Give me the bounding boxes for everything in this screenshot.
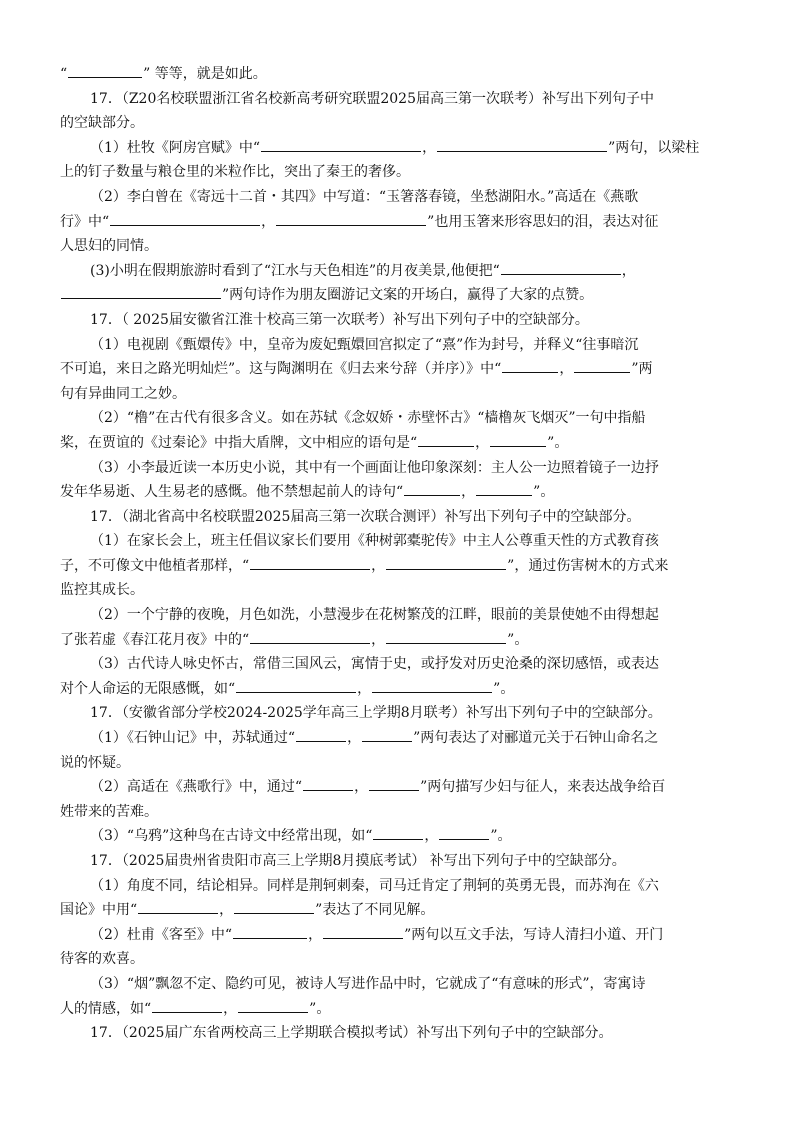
question-heading: 17．（2025届贵州省贵阳市高三上学期8月摸底考试） 补写出下列句子中的空缺部分。 bbox=[90, 853, 626, 869]
sub-question: （2）杜甫《客至》中“ ， ”两句以互文手法，写诗人清扫小道、开门 bbox=[60, 923, 736, 948]
text-line: 了张若虚《春江花月夜》中的“ ， ”。 bbox=[60, 628, 736, 653]
sub-question: （3）古代诗人咏史怀古，常借三国风云，寓情于史，或抒发对历史沧桑的深切感悟，或表达 bbox=[90, 656, 659, 673]
answer-blank[interactable] bbox=[502, 358, 558, 373]
sub-question: （2）一个宁静的夜晚，月色如洗，小慧漫步在花树繁茂的江畔，眼前的美景使她不由得想起 bbox=[90, 607, 659, 624]
text-line: ”两句诗作为朋友圈游记文案的开场白，赢得了大家的点赞。 bbox=[60, 283, 736, 308]
text-line: 句有异曲同工之妙。 bbox=[60, 385, 186, 402]
answer-blank[interactable] bbox=[369, 776, 419, 791]
sub-question: （2）“橹”在古代有很多含义。如在苏轼《念奴娇・赤壁怀古》“樯橹灰飞烟灭”一句中指船 bbox=[90, 410, 646, 427]
document-body bbox=[60, 62, 736, 1046]
text-line: 行》中“ ， ”也用玉箸来形容思妇的泪，表达对征 bbox=[60, 210, 736, 235]
text-line: 的空缺部分。 bbox=[60, 115, 144, 132]
answer-blank[interactable] bbox=[110, 211, 260, 226]
answer-blank[interactable] bbox=[68, 63, 142, 78]
answer-blank[interactable] bbox=[303, 776, 353, 791]
answer-blank[interactable] bbox=[276, 211, 426, 226]
answer-blank[interactable] bbox=[386, 555, 506, 570]
answer-blank[interactable] bbox=[238, 998, 308, 1013]
sub-question: （3）“乌鸦”这种鸟在古诗文中经常出现，如“ ， ”。 bbox=[60, 824, 736, 849]
sub-question: （3）小李最近读一本历史小说，其中有一个画面让他印象深刻：主人公一边照着镜子一边抒 bbox=[90, 459, 659, 476]
sub-question: （3）“烟”飘忽不定、隐约可见，被诗人写进作品中时，它就成了“有意味的形式”，寄寓诗 bbox=[90, 975, 646, 992]
answer-blank[interactable] bbox=[323, 924, 403, 939]
question-heading: 17．（安徽省部分学校2024-2025学年高三上学期8月联考）补写出下列句子中的空缺部分。 bbox=[90, 705, 662, 722]
answer-blank[interactable] bbox=[250, 629, 370, 644]
answer-blank[interactable] bbox=[362, 727, 412, 742]
answer-blank[interactable] bbox=[152, 998, 222, 1013]
question-heading: 17．（ 2025届安徽省江淮十校高三第一次联考）补写出下列句子中的空缺部分。 bbox=[90, 311, 589, 328]
text-line: 说的怀疑。 bbox=[60, 754, 130, 771]
text-line: 待客的欢喜。 bbox=[60, 951, 144, 968]
text-line: 不可追，来日之路光明灿烂”。这与陶渊明在《归去来兮辞（并序）》中“ ， ”两 bbox=[60, 357, 736, 382]
answer-blank[interactable] bbox=[236, 678, 356, 693]
answer-blank[interactable] bbox=[372, 678, 492, 693]
answer-blank[interactable] bbox=[574, 358, 630, 373]
answer-blank[interactable] bbox=[138, 899, 218, 914]
text-line: 人的情感，如“ ， ”。 bbox=[60, 997, 736, 1022]
question-heading: 17．（Z20名校联盟浙江省名校新高考研究联盟2025届高三第一次联考）补写出下列句子中 bbox=[90, 90, 654, 107]
answer-blank[interactable] bbox=[418, 432, 474, 447]
answer-blank[interactable] bbox=[296, 727, 346, 742]
sub-question: （2）李白曾在《寄远十二首・其四》中写道：“玉箸落春镜，坐愁湖阳水。”高适在《燕歌 bbox=[90, 188, 639, 205]
text-line: “ ” 等等，就是如此。 bbox=[60, 62, 736, 87]
sub-question: （1）在家长会上，班主任倡议家长们要用《种树郭橐驼传》中主人公尊重天性的方式教育孩 bbox=[90, 533, 659, 550]
answer-blank[interactable] bbox=[373, 825, 423, 840]
text-line: 子，不可像文中他植者那样，“ ， ”，通过伤害树木的方式来 bbox=[60, 554, 736, 579]
answer-blank[interactable] bbox=[501, 260, 621, 275]
text-line: 桨，在贾谊的《过秦论》中指大盾牌，文中相应的语句是“ ， ”。 bbox=[60, 431, 736, 456]
answer-blank[interactable] bbox=[261, 137, 421, 152]
answer-blank[interactable] bbox=[386, 629, 506, 644]
sub-question: （1）杜牧《阿房宫赋》中“ ， ”两句，以梁柱 bbox=[60, 136, 736, 161]
text-line: 姓带来的苦难。 bbox=[60, 803, 158, 820]
answer-blank[interactable] bbox=[234, 899, 314, 914]
text-line: 对个人命运的无限感慨，如“ ， ”。 bbox=[60, 677, 736, 702]
answer-blank[interactable] bbox=[476, 481, 532, 496]
sub-question: （1）《石钟山记》中，苏轼通过“ ， ”两句表达了对郦道元关于石钟山命名之 bbox=[60, 726, 736, 751]
text-line: 上的钉子数量与粮仓里的米粒作比，突出了秦王的奢侈。 bbox=[60, 164, 410, 181]
answer-blank[interactable] bbox=[233, 924, 307, 939]
text-line: 发年华易逝、人生易老的感慨。他不禁想起前人的诗句“ ， ”。 bbox=[60, 480, 736, 505]
sub-question: （2）高适在《燕歌行》中，通过“ ， ”两句描写少妇与征人，来表达战争给百 bbox=[60, 775, 736, 800]
answer-blank[interactable] bbox=[404, 481, 460, 496]
text-line: 监控其成长。 bbox=[60, 582, 144, 599]
answer-blank[interactable] bbox=[61, 284, 221, 299]
answer-blank[interactable] bbox=[439, 825, 489, 840]
answer-blank[interactable] bbox=[250, 555, 370, 570]
question-heading: 17．（湖北省高中名校联盟2025届高三第一次联合测评）补写出下列句子中的空缺部分。 bbox=[90, 508, 641, 525]
sub-question: (3)小明在假期旅游时看到了“江水与天色相连”的月夜美景,他便把“ ， bbox=[60, 259, 736, 284]
answer-blank[interactable] bbox=[490, 432, 546, 447]
question-heading: 17．（2025届广东省两校高三上学期联合模拟考试）补写出下列句子中的空缺部分。 bbox=[90, 1025, 613, 1042]
sub-question: （1）电视剧《甄嬛传》中，皇帝为废妃甄嬛回宫拟定了“熹”作为封号，并释义“往事暗沉 bbox=[90, 336, 639, 353]
text-line: 国论》中用“ ， ”表达了不同见解。 bbox=[60, 898, 736, 923]
sub-question: （1）角度不同，结论相异。同样是荆轲刺秦，司马迁肯定了荆轲的英勇无畏，而苏洵在《六 bbox=[90, 877, 659, 894]
text-line: 人思妇的同情。 bbox=[60, 238, 158, 255]
answer-blank[interactable] bbox=[437, 137, 607, 152]
